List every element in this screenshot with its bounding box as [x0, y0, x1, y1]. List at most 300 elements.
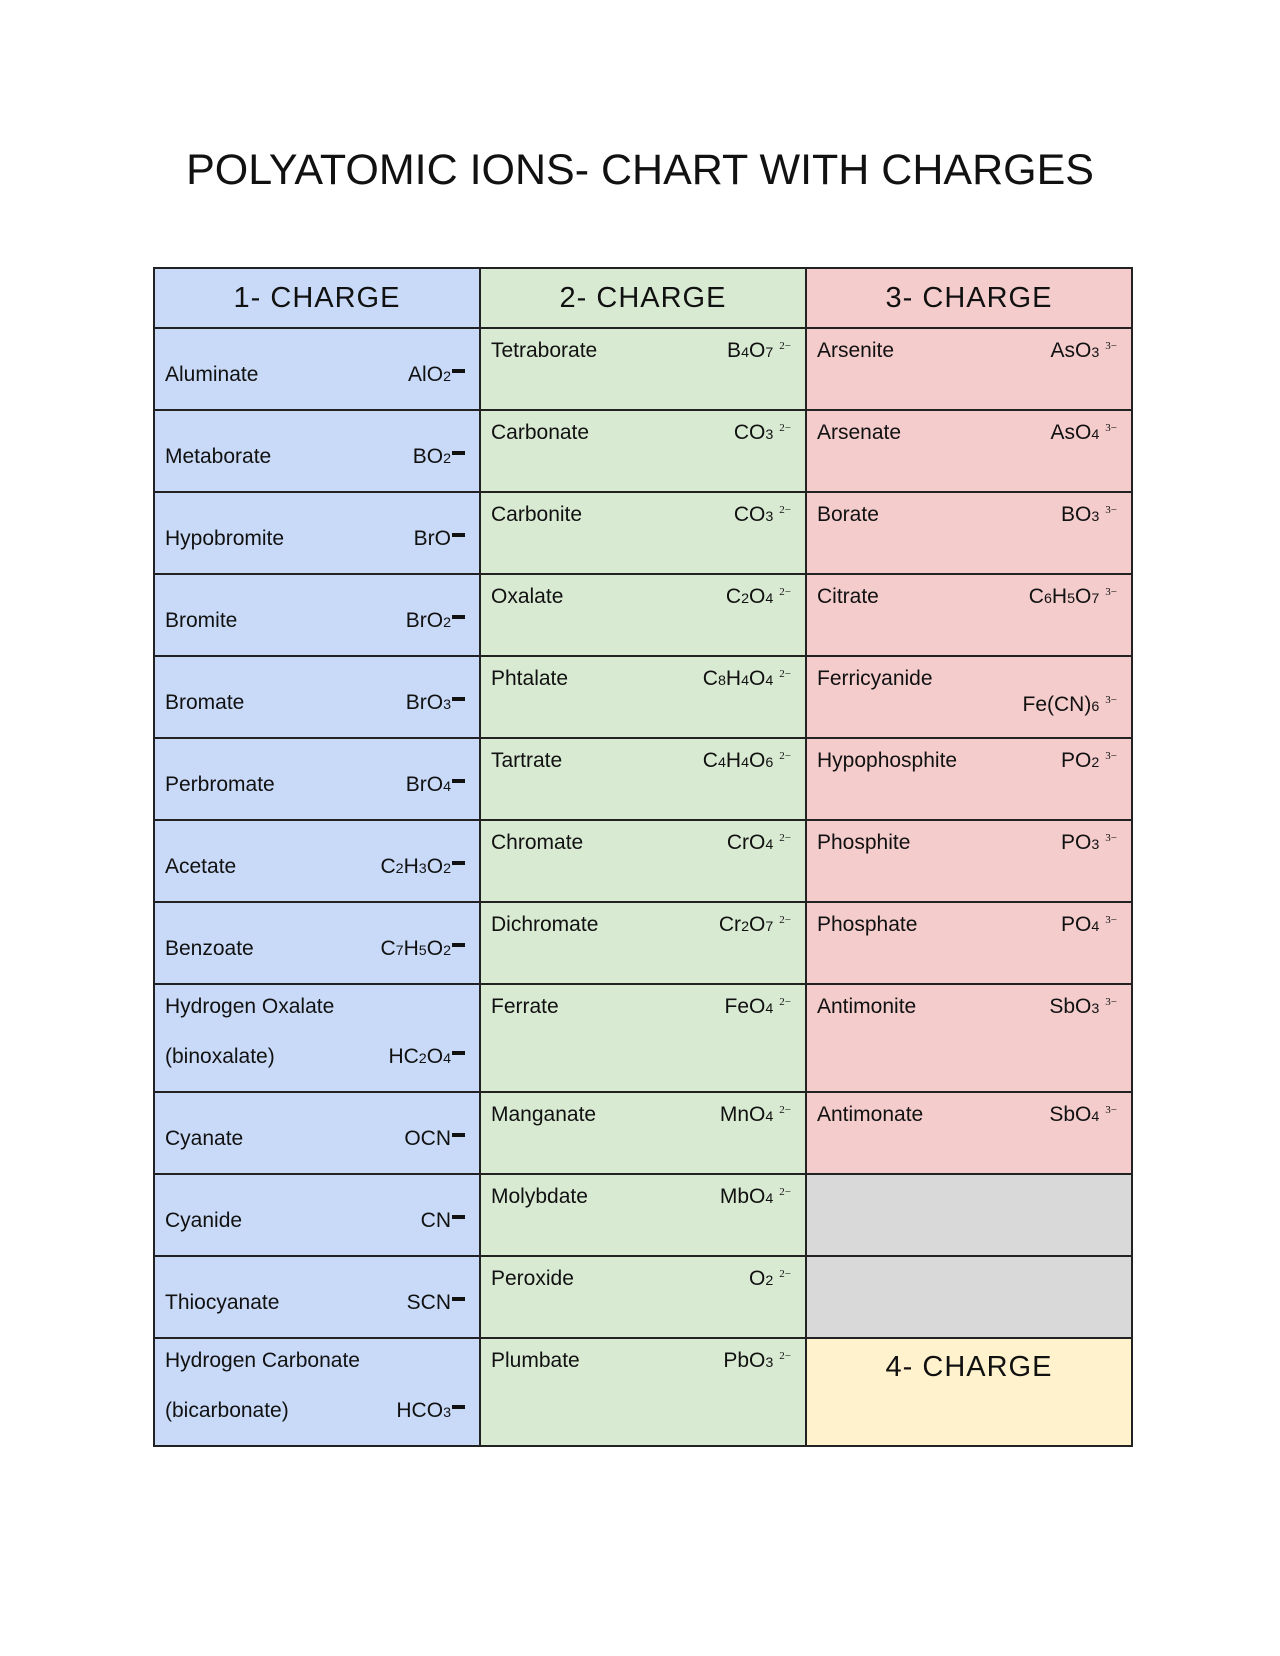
- formula-subscript: 4: [717, 755, 726, 771]
- formula-subscript: 2: [1091, 755, 1100, 771]
- ion-entry: [817, 821, 1117, 901]
- ion-formula: [1061, 831, 1117, 855]
- ion-name: Borate: [817, 503, 879, 526]
- formula-subscript: 3: [418, 861, 427, 877]
- formula-subscript: 6: [765, 755, 774, 771]
- ion-formula: [734, 421, 791, 445]
- ion-charge: 2−: [779, 996, 791, 1008]
- table-row: [154, 492, 1132, 574]
- ion-cell: [154, 902, 480, 984]
- charge-minus-icon: [452, 779, 465, 783]
- formula-subscript: 2: [418, 1051, 427, 1067]
- ion-cell: [154, 738, 480, 820]
- formula-element: O: [749, 339, 766, 362]
- table-row: [154, 656, 1132, 738]
- table-row: [154, 1338, 1132, 1446]
- ion-cell: [154, 492, 480, 574]
- formula-subscript: 6: [1043, 591, 1052, 607]
- formula-element: O: [426, 773, 444, 796]
- formula-element: Al: [408, 363, 427, 386]
- formula-subscript: 4: [741, 755, 749, 771]
- ion-cell: [806, 738, 1132, 820]
- ion-entry: [491, 903, 791, 983]
- formula-element: CO: [733, 421, 766, 444]
- ion-cell: [480, 574, 806, 656]
- ion-formula: [726, 585, 791, 609]
- ion-name: Arsenite: [817, 339, 895, 362]
- charge-minus-icon: [452, 943, 465, 947]
- formula-subscript: 4: [443, 1051, 451, 1067]
- formula-subscript: 2: [443, 451, 451, 467]
- ion-formula: [396, 1399, 465, 1423]
- ion-formula: [749, 1267, 791, 1291]
- ion-formula: [1049, 1103, 1117, 1127]
- ion-name: (binoxalate): [165, 1045, 275, 1068]
- formula-element: Br: [405, 691, 427, 714]
- formula-element: C: [725, 585, 742, 608]
- formula-element: O: [426, 855, 444, 878]
- ion-name: Carbonite: [491, 503, 583, 526]
- ion-formula: [413, 445, 465, 469]
- ion-cell: [806, 902, 1132, 984]
- ion-entry: [817, 575, 1117, 655]
- formula-element: O: [749, 749, 766, 772]
- formula-subscript: 3: [1091, 837, 1100, 853]
- ion-name: Bromite: [165, 609, 238, 632]
- ion-entry: [491, 329, 791, 409]
- formula-subscript: 3: [1091, 345, 1100, 361]
- ion-name: (bicarbonate): [165, 1399, 289, 1422]
- ion-cell: [480, 820, 806, 902]
- ion-cell: [154, 574, 480, 656]
- charge-minus-icon: [452, 533, 465, 537]
- ion-formula: [381, 937, 466, 961]
- ion-name: Chromate: [491, 831, 584, 854]
- ion-name: Hypobromite: [165, 527, 285, 550]
- ion-charge: 3−: [1105, 996, 1117, 1008]
- ion-formula: [720, 1185, 791, 1209]
- ion-cell: [806, 820, 1132, 902]
- formula-element: H: [403, 937, 419, 960]
- ion-formula: [414, 527, 465, 551]
- ion-entry: [491, 493, 791, 573]
- formula-subscript: 7: [395, 943, 404, 959]
- ion-cell: [480, 1256, 806, 1338]
- ion-name: Dichromate: [491, 913, 599, 936]
- ion-entry: [491, 1175, 791, 1255]
- ion-formula: [1051, 339, 1118, 363]
- ion-formula: [727, 339, 791, 363]
- formula-subscript: 2: [395, 861, 404, 877]
- ion-formula: [720, 1103, 791, 1127]
- ion-cell: [154, 1256, 480, 1338]
- formula-subscript: 3: [765, 1355, 774, 1371]
- formula-element: O: [749, 913, 766, 936]
- formula-element: C: [1028, 585, 1044, 608]
- ion-cell: [480, 1092, 806, 1174]
- charge-minus-icon: [452, 615, 465, 619]
- formula-element: HCO: [396, 1399, 444, 1422]
- page-title: POLYATOMIC IONS- CHART WITH CHARGES: [186, 146, 1094, 194]
- formula-element: PO: [1061, 749, 1092, 772]
- ion-entry: [817, 411, 1117, 491]
- ion-cell: [806, 984, 1132, 1092]
- ion-cell: [154, 820, 480, 902]
- formula-subscript: 7: [1091, 591, 1100, 607]
- ion-formula: [1061, 749, 1117, 773]
- table-row: [154, 410, 1132, 492]
- ion-formula: [408, 363, 465, 387]
- formula-element: OCN: [404, 1127, 451, 1150]
- four-charge-cell: [806, 1338, 1132, 1446]
- ion-charge: 2−: [779, 586, 791, 598]
- ion-formula: [421, 1209, 465, 1233]
- empty-cell: [806, 1256, 1132, 1338]
- ion-charge: 3−: [1105, 422, 1117, 434]
- charge-minus-icon: [452, 1297, 465, 1301]
- formula-element: CN: [420, 1209, 451, 1232]
- ion-charge: 2−: [779, 1186, 791, 1198]
- ion-cell: [806, 656, 1132, 738]
- charge-minus-icon: [452, 861, 465, 865]
- ion-cell: [154, 410, 480, 492]
- ion-charge: 3−: [1105, 914, 1117, 926]
- table-row: [154, 1092, 1132, 1174]
- table-row: [154, 1256, 1132, 1338]
- ion-charge: 2−: [779, 1104, 791, 1116]
- ion-formula: [388, 1045, 465, 1069]
- ion-entry: [165, 493, 465, 573]
- ion-cell: [480, 656, 806, 738]
- ion-cell: [806, 492, 1132, 574]
- formula-element: HC: [388, 1045, 419, 1068]
- ion-name: Molybdate: [491, 1185, 588, 1208]
- formula-subscript: 7: [765, 345, 774, 361]
- formula-element: H: [725, 667, 742, 690]
- formula-subscript: 5: [1067, 591, 1075, 607]
- formula-element: PO: [1061, 913, 1092, 936]
- formula-element: O: [426, 445, 444, 468]
- ion-entry: [491, 739, 791, 819]
- ion-formula: [703, 667, 791, 691]
- formula-subscript: 2: [443, 943, 451, 959]
- formula-element: PbO: [723, 1349, 766, 1372]
- ion-charge: 3−: [1105, 1104, 1117, 1116]
- formula-element: H: [1051, 585, 1068, 608]
- formula-element: O: [426, 937, 444, 960]
- formula-element: CO: [733, 503, 766, 526]
- formula-element: Br: [405, 773, 427, 796]
- formula-element: O: [1075, 585, 1092, 608]
- ion-name: Aluminate: [165, 363, 259, 386]
- formula-element: AsO: [1050, 339, 1092, 362]
- formula-element: BO: [1061, 503, 1092, 526]
- formula-element: O: [749, 1267, 766, 1290]
- ion-charge: 3−: [1105, 504, 1117, 516]
- ion-name: Cyanate: [165, 1127, 244, 1150]
- formula-element: Cr: [718, 913, 742, 936]
- ion-formula: [1029, 585, 1117, 609]
- ion-formula: [1051, 421, 1118, 445]
- ion-cell: [480, 328, 806, 410]
- ion-name: Cyanide: [165, 1209, 243, 1232]
- ion-charge: 2−: [779, 832, 791, 844]
- formula-subscript: 3: [765, 427, 774, 443]
- ion-name: Ferrate: [491, 995, 559, 1018]
- formula-element: O: [426, 1045, 444, 1068]
- ion-formula: [406, 609, 465, 633]
- charge-minus-icon: [452, 1051, 465, 1055]
- ion-formula: [1049, 995, 1117, 1019]
- ion-charge: 2−: [779, 1350, 791, 1362]
- formula-subscript: 4: [1091, 919, 1100, 935]
- header-2-minus: 2- CHARGE: [480, 268, 806, 328]
- charge-minus-icon: [452, 369, 465, 373]
- charge-minus-icon: [452, 1405, 465, 1409]
- ion-entry: [491, 657, 791, 737]
- ion-name-line1: Hydrogen Oxalate: [165, 995, 335, 1018]
- ion-name: Thiocyanate: [165, 1291, 280, 1314]
- ion-formula: [734, 503, 791, 527]
- ion-cell: [806, 410, 1132, 492]
- ion-cell: [480, 902, 806, 984]
- ion-formula: [406, 691, 465, 715]
- ion-charge: 2−: [779, 1268, 791, 1280]
- formula-subscript: 6: [1091, 699, 1100, 715]
- formula-subscript: 4: [765, 591, 774, 607]
- ion-entry: [491, 1093, 791, 1173]
- ion-cell: [480, 1338, 806, 1446]
- ion-entry: [491, 1257, 791, 1337]
- ion-entry: [817, 739, 1117, 819]
- ion-entry: [491, 411, 791, 491]
- ion-name: Arsenate: [817, 421, 902, 444]
- ion-cell: [154, 1174, 480, 1256]
- formula-element: C: [702, 749, 718, 772]
- formula-element: O: [749, 667, 766, 690]
- ion-formula: [1061, 913, 1117, 937]
- formula-subscript: 2: [765, 1273, 774, 1289]
- ion-name: Bromate: [165, 691, 245, 714]
- ion-formula: [727, 831, 791, 855]
- ion-charge: 2−: [779, 750, 791, 762]
- ion-cell: [806, 1092, 1132, 1174]
- ion-cell: [806, 574, 1132, 656]
- formula-subscript: 4: [1091, 1109, 1100, 1125]
- formula-element: FeO: [724, 995, 766, 1018]
- ion-entry: [491, 821, 791, 901]
- ion-formula: [723, 1349, 791, 1373]
- ion-name: Carbonate: [491, 421, 590, 444]
- formula-element: Br: [405, 609, 427, 632]
- ion-rows: [154, 328, 1132, 1446]
- ion-name: Peroxide: [491, 1267, 574, 1290]
- ion-entry: [817, 329, 1117, 409]
- charge-minus-icon: [452, 697, 465, 701]
- ion-name: Benzoate: [165, 937, 254, 960]
- formula-element: H: [725, 749, 742, 772]
- formula-element: C: [702, 667, 718, 690]
- ion-name: Antimonite: [817, 995, 917, 1018]
- formula-subscript: 2: [741, 919, 749, 935]
- table-row: [154, 328, 1132, 410]
- ion-charge: 2−: [779, 668, 791, 680]
- header-4-minus: 4- CHARGE: [885, 1351, 1053, 1383]
- ion-entry: [165, 657, 465, 737]
- formula-element: PO: [1061, 831, 1092, 854]
- ion-formula: [406, 773, 465, 797]
- ion-name: Acetate: [165, 855, 237, 878]
- ion-cell: [154, 1092, 480, 1174]
- ion-name: Plumbate: [491, 1349, 580, 1372]
- ion-charge: 3−: [1105, 586, 1117, 598]
- ion-name: Phosphite: [817, 831, 911, 854]
- ion-entry: [817, 1093, 1117, 1173]
- formula-subscript: 4: [765, 673, 774, 689]
- formula-subscript: 3: [1091, 1001, 1100, 1017]
- ion-formula: [1023, 693, 1117, 717]
- ion-cell: [154, 1338, 480, 1446]
- formula-subscript: 2: [443, 861, 451, 877]
- ion-name: Antimonate: [817, 1103, 924, 1126]
- ion-entry: [817, 493, 1117, 573]
- ion-charge: 2−: [779, 340, 791, 352]
- table-row: [154, 820, 1132, 902]
- formula-element: SbO: [1049, 1103, 1092, 1126]
- ion-name: Hypophosphite: [817, 749, 958, 772]
- formula-subscript: 3: [443, 697, 451, 713]
- ion-formula: [703, 749, 791, 773]
- ion-name: Phtalate: [491, 667, 569, 690]
- formula-subscript: 7: [765, 919, 774, 935]
- formula-subscript: 2: [741, 591, 749, 607]
- ion-name: Tetraborate: [491, 339, 598, 362]
- charge-minus-icon: [452, 1133, 465, 1137]
- formula-element: MbO: [719, 1185, 766, 1208]
- formula-element: SbO: [1049, 995, 1092, 1018]
- ion-formula: [1061, 503, 1117, 527]
- ion-name: Tartrate: [491, 749, 563, 772]
- ion-entry: [165, 1175, 465, 1255]
- ion-entry: [491, 1339, 791, 1445]
- ion-formula: [725, 995, 792, 1019]
- ion-name: Oxalate: [491, 585, 564, 608]
- ion-cell: [480, 738, 806, 820]
- empty-cell: [806, 1174, 1132, 1256]
- ion-entry: [817, 985, 1117, 1091]
- ion-entry: [165, 821, 465, 901]
- ion-name: Citrate: [817, 585, 879, 608]
- ion-entry: [165, 1339, 465, 1445]
- charge-minus-icon: [452, 1215, 465, 1219]
- ion-entry: [165, 903, 465, 983]
- formula-subscript: 4: [765, 1109, 774, 1125]
- formula-subscript: 2: [443, 369, 451, 385]
- ion-charge: 3−: [1105, 832, 1117, 844]
- formula-element: BrO: [413, 527, 451, 550]
- ion-name-line1: Hydrogen Carbonate: [165, 1349, 360, 1372]
- ion-name: Perbromate: [165, 773, 275, 796]
- ion-formula: [404, 1127, 465, 1151]
- formula-element: C: [380, 855, 396, 878]
- ion-cell: [480, 1174, 806, 1256]
- formula-element: SCN: [406, 1291, 451, 1314]
- formula-subscript: 4: [1091, 427, 1100, 443]
- formula-element: H: [403, 855, 419, 878]
- ion-charge: 3−: [1105, 694, 1117, 706]
- formula-subscript: 8: [717, 673, 726, 689]
- ion-charge: 2−: [779, 504, 791, 516]
- header-row: [154, 268, 1132, 328]
- table-row: [154, 574, 1132, 656]
- formula-subscript: 5: [418, 943, 427, 959]
- formula-element: O: [426, 363, 444, 386]
- ion-entry: [165, 329, 465, 409]
- formula-subscript: 4: [741, 673, 749, 689]
- ion-name: Ferricyanide: [817, 667, 933, 690]
- ion-entry: [817, 903, 1117, 983]
- ion-entry: [165, 411, 465, 491]
- formula-subscript: 2: [443, 615, 451, 631]
- ion-cell: [154, 984, 480, 1092]
- ion-cell: [154, 656, 480, 738]
- ion-charge: 2−: [779, 422, 791, 434]
- ion-entry: [165, 1257, 465, 1337]
- formula-element: B: [412, 445, 427, 468]
- ion-formula: [719, 913, 791, 937]
- charge-minus-icon: [452, 451, 465, 455]
- formula-element: B: [727, 339, 742, 362]
- formula-subscript: 4: [765, 1191, 774, 1207]
- ion-charge: 3−: [1105, 340, 1117, 352]
- formula-element: O: [426, 691, 444, 714]
- formula-subscript: 4: [765, 837, 774, 853]
- ion-entry: [491, 985, 791, 1091]
- formula-element: Fe(CN): [1022, 693, 1092, 716]
- table-row: [154, 738, 1132, 820]
- formula-element: O: [749, 585, 766, 608]
- ion-charge: 3−: [1105, 750, 1117, 762]
- ion-entry: [491, 575, 791, 655]
- formula-subscript: 4: [741, 345, 749, 361]
- formula-subscript: 4: [443, 779, 451, 795]
- ion-charge: 2−: [779, 914, 791, 926]
- ion-name: Phosphate: [817, 913, 918, 936]
- ion-name: Manganate: [491, 1103, 597, 1126]
- ion-cell: [480, 410, 806, 492]
- ion-cell: [806, 328, 1132, 410]
- table-row: [154, 902, 1132, 984]
- ion-entry: [165, 985, 465, 1091]
- table-row: [154, 1174, 1132, 1256]
- ion-formula: [381, 855, 466, 879]
- header-3-minus: 3- CHARGE: [806, 268, 1132, 328]
- formula-element: AsO: [1050, 421, 1092, 444]
- ion-entry: [165, 739, 465, 819]
- formula-subscript: 3: [443, 1405, 451, 1421]
- ion-cell: [480, 984, 806, 1092]
- formula-subscript: 3: [765, 509, 774, 525]
- header-1-minus: 1- CHARGE: [154, 268, 480, 328]
- formula-element: CrO: [726, 831, 766, 854]
- formula-element: MnO: [719, 1103, 766, 1126]
- table-row: [154, 984, 1132, 1092]
- ion-cell: [154, 328, 480, 410]
- ion-cell: [480, 492, 806, 574]
- formula-subscript: 3: [1091, 509, 1100, 525]
- formula-element: C: [380, 937, 396, 960]
- ion-formula: [407, 1291, 465, 1315]
